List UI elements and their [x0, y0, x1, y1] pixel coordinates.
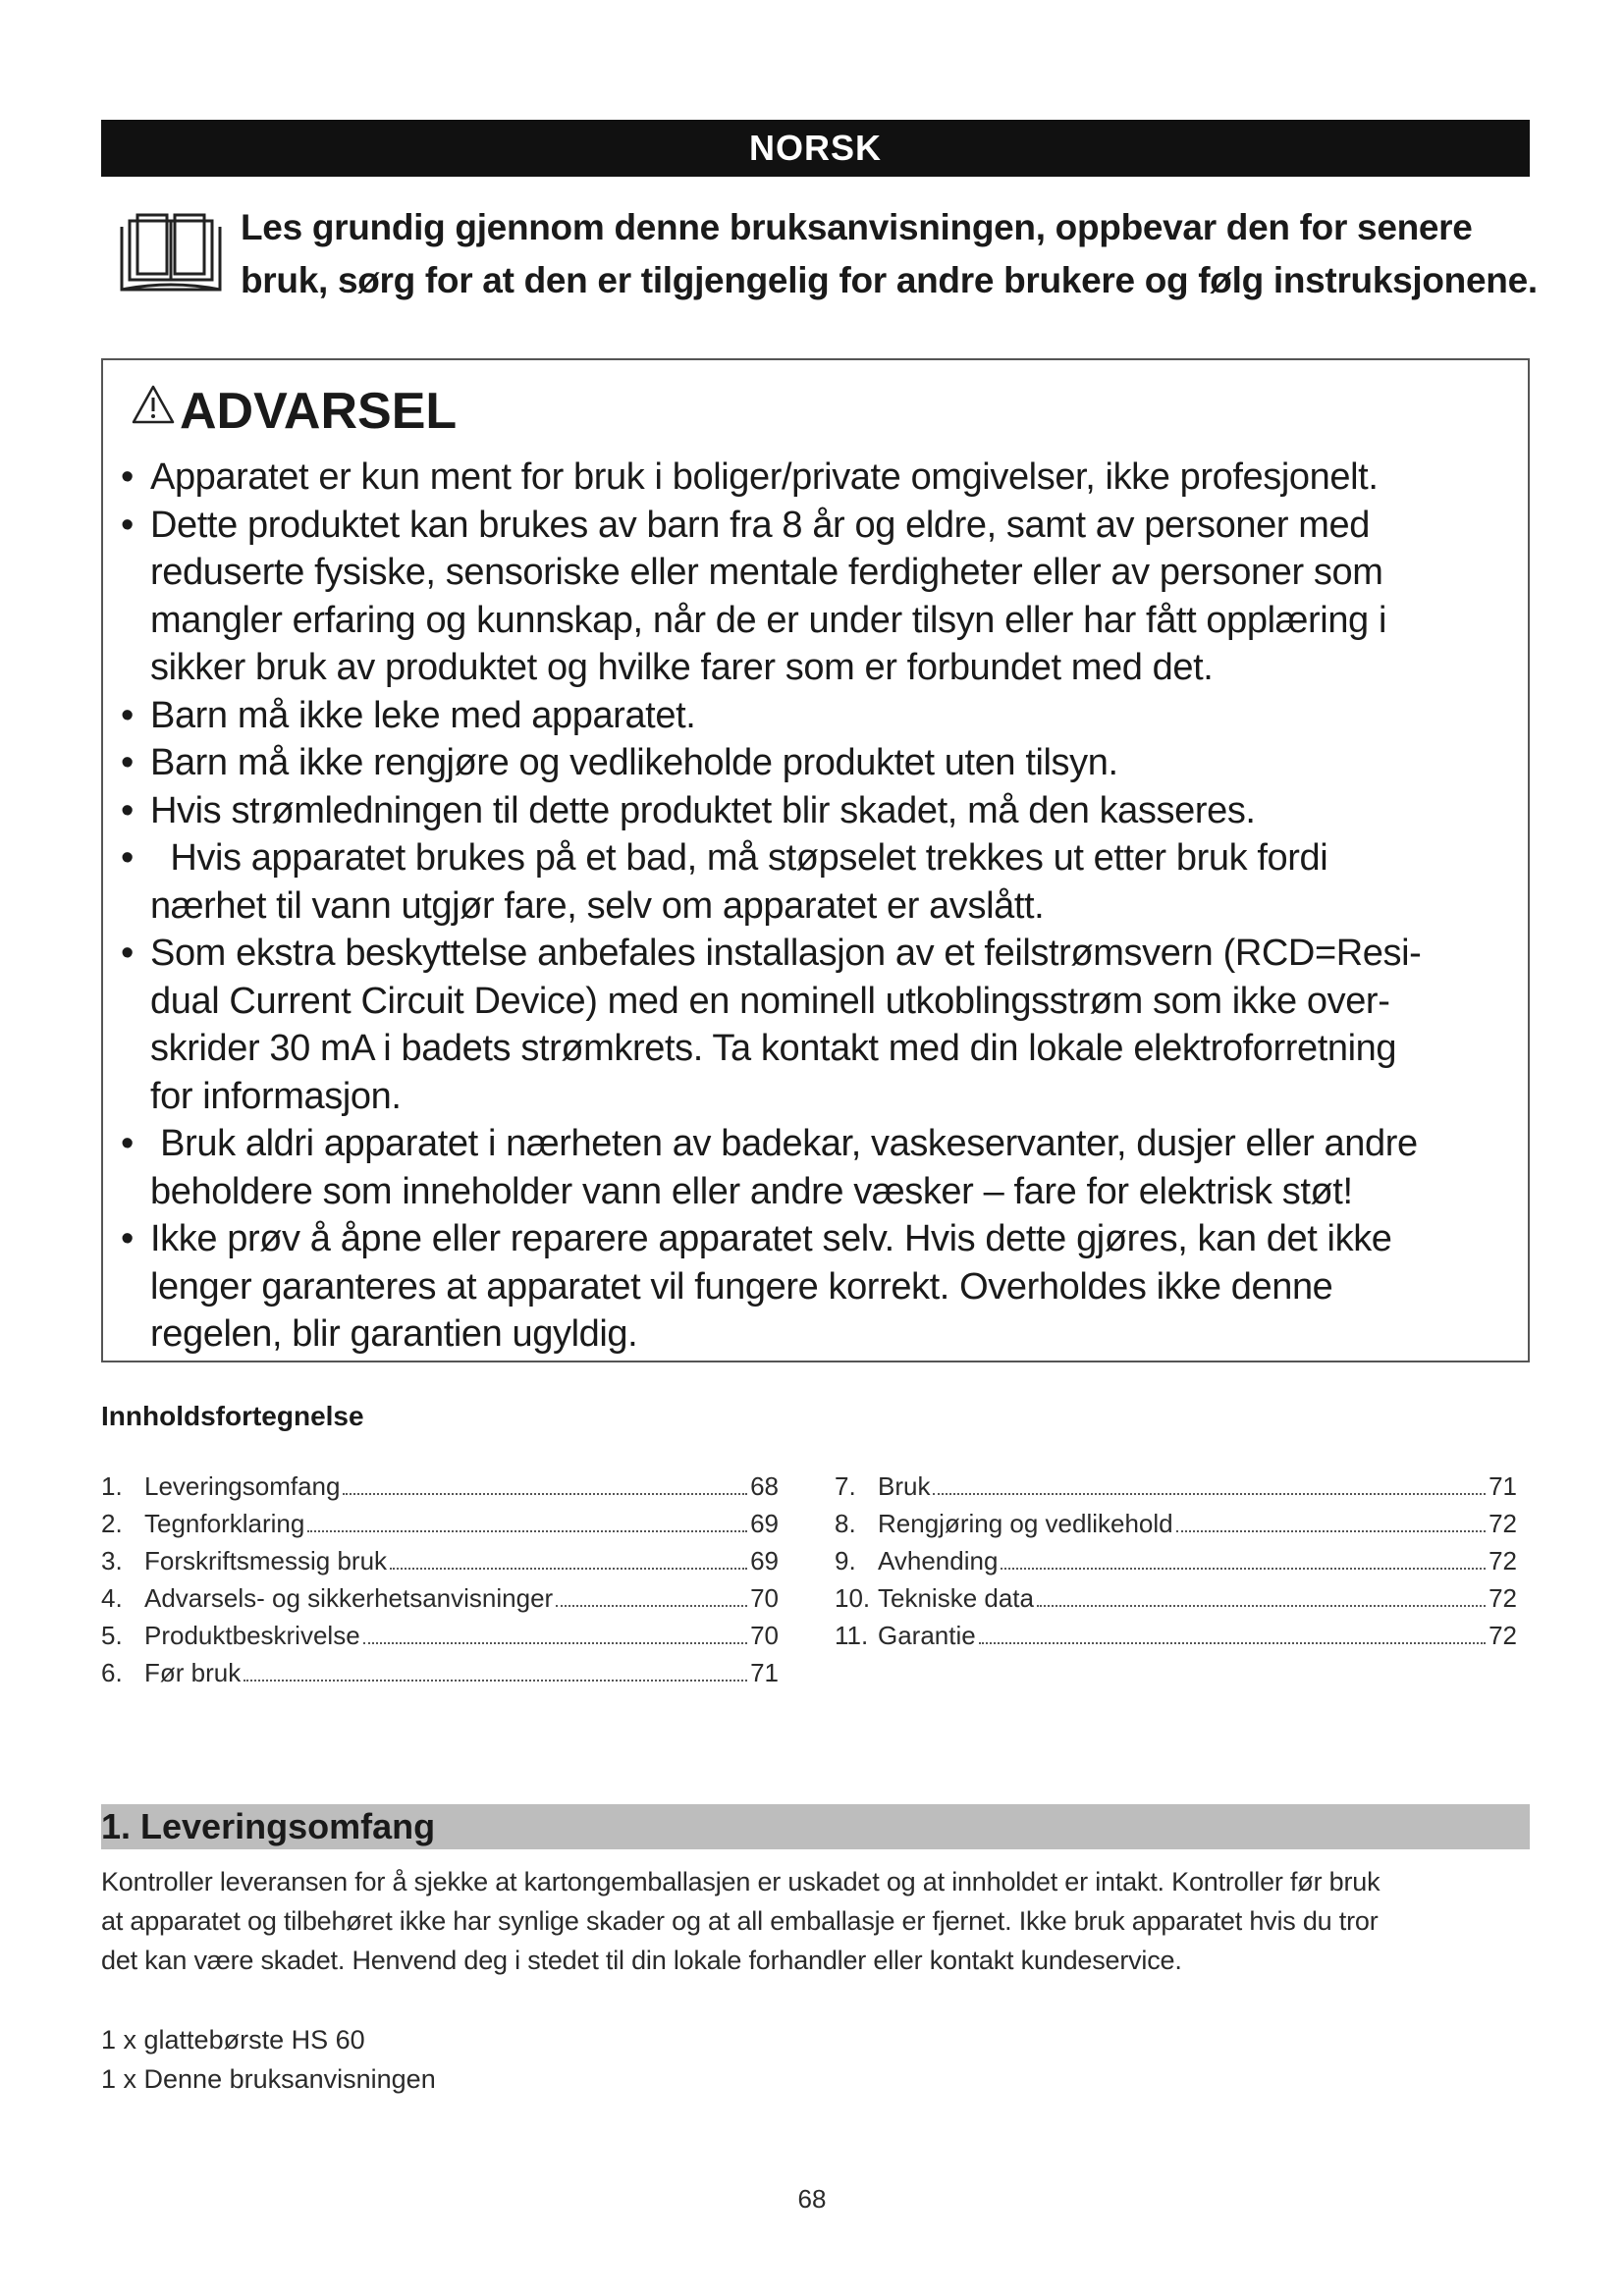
toc-leader — [933, 1493, 1486, 1495]
bullet-icon: • — [121, 742, 134, 783]
toc-entry — [101, 1654, 779, 1691]
toc-number: 2. — [101, 1509, 123, 1538]
toc-page: 70 — [750, 1621, 779, 1650]
toc-column-right — [835, 1468, 1517, 1654]
toc-label: Garantie — [878, 1621, 976, 1650]
toc-leader — [244, 1680, 747, 1682]
warning-line: Bruk aldri apparatet i nærheten av badekar, vaskeservanter, dusjer eller andre — [150, 1123, 1418, 1164]
toc-entry — [101, 1468, 779, 1505]
paragraph-line: at apparatet og tilbehøret ikke har synlige skader og at all emballasje er fjernet. Ikke bruk apparatet hvis du tror — [101, 1906, 1379, 1936]
toc-leader — [979, 1642, 1486, 1644]
warning-line: mangler erfaring og kunnskap, når de er under tilsyn eller har fått opplæring i — [150, 599, 1386, 641]
warning-item — [103, 787, 1566, 835]
language-header: NORSK — [101, 120, 1530, 177]
bullet-icon: • — [121, 1123, 134, 1164]
toc-entry — [835, 1579, 1517, 1617]
warning-item — [103, 692, 1566, 740]
toc-number: 8. — [835, 1509, 856, 1538]
warning-line: dual Current Circuit Device) med en nominell utkoblingsstrøm som ikke over- — [150, 980, 1390, 1022]
toc-label: Avhending — [878, 1546, 999, 1575]
toc-page: 72 — [1489, 1583, 1517, 1613]
toc-label: Bruk — [878, 1471, 931, 1501]
bullet-icon: • — [121, 837, 134, 879]
toc-entry — [101, 1505, 779, 1542]
toc-number: 6. — [101, 1658, 123, 1687]
toc-leader — [1176, 1530, 1486, 1532]
intro-line: Les grundig gjennom denne bruksanvisningen, oppbevar den for senere — [241, 207, 1473, 247]
warning-triangle-icon — [131, 384, 176, 425]
bullet-icon: • — [121, 933, 134, 974]
intro-notice — [118, 201, 1571, 309]
warning-line: Barn må ikke leke med apparatet. — [150, 694, 696, 736]
toc-label: Tekniske data — [878, 1583, 1034, 1613]
toc-page: 72 — [1489, 1621, 1517, 1650]
toc-title: Innholdsfortegnelse — [101, 1401, 364, 1431]
toc-number: 5. — [101, 1621, 123, 1650]
toc-page: 72 — [1489, 1546, 1517, 1575]
bullet-icon: • — [121, 456, 134, 498]
toc-number: 10. — [835, 1583, 871, 1613]
intro-text — [241, 201, 1576, 307]
warning-item — [103, 739, 1566, 787]
toc-label: Forskriftsmessig bruk — [144, 1546, 388, 1575]
page-number: 68 — [797, 2184, 827, 2214]
toc-leader — [1037, 1605, 1486, 1607]
paragraph-line: Kontroller leveransen for å sjekke at kartongemballasjen er uskadet og at innholdet er intakt. Kontroller før bruk — [101, 1867, 1380, 1896]
toc-entry — [101, 1542, 779, 1579]
toc-page: 72 — [1489, 1509, 1517, 1538]
warning-line: nærhet til vann utgjør fare, selv om apparatet er avslått. — [150, 884, 1045, 927]
toc-number: 7. — [835, 1471, 856, 1501]
toc-number: 11. — [835, 1621, 869, 1650]
toc-number: 1. — [101, 1471, 123, 1501]
warning-line: Hvis apparatet brukes på et bad, må støpselet trekkes ut etter bruk fordi — [150, 837, 1328, 879]
toc-label: Tegnforklaring — [144, 1509, 305, 1538]
toc-page: 71 — [750, 1658, 779, 1687]
warning-line: Ikke prøv å åpne eller reparere apparatet selv. Hvis dette gjøres, kan det ikke — [150, 1218, 1392, 1259]
toc-label: Før bruk — [144, 1658, 242, 1687]
toc-entry — [835, 1505, 1517, 1542]
intro-line: bruk, sørg for at den er tilgjengelig for andre brukere og følg instruksjonene. — [241, 260, 1538, 300]
toc-page: 69 — [750, 1509, 779, 1538]
warning-item — [103, 1215, 1566, 1359]
toc-leader — [390, 1568, 747, 1570]
warning-line: Barn må ikke rengjøre og vedlikeholde produktet uten tilsyn. — [150, 742, 1118, 783]
toc-label: Leveringsomfang — [144, 1471, 341, 1501]
toc-entry — [835, 1542, 1517, 1579]
warning-line: Hvis strømledningen til dette produktet blir skadet, må den kasseres. — [150, 789, 1256, 831]
warning-line: for informasjon. — [150, 1075, 402, 1117]
bullet-icon: • — [121, 789, 134, 831]
toc-number: 3. — [101, 1546, 123, 1575]
toc-page: 69 — [750, 1546, 779, 1575]
toc-number: 4. — [101, 1583, 123, 1613]
toc-label: Advarsels- og sikkerhetsanvisninger — [144, 1583, 554, 1613]
toc-page: 70 — [750, 1583, 779, 1613]
delivery-item: 1 x Denne bruksanvisningen — [101, 2064, 436, 2094]
warning-line: Som ekstra beskyttelse anbefales installasjon av et feilstrømsvern (RCD=Resi- — [150, 933, 1422, 974]
warning-title: ADVARSEL — [180, 383, 458, 440]
warning-line: Dette produktet kan brukes av barn fra 8 år og eldre, samt av personer med — [150, 504, 1370, 546]
warning-item — [103, 930, 1566, 1120]
toc-leader — [343, 1493, 747, 1495]
warning-line: lenger garanteres at apparatet vil fungere korrekt. Overholdes ikke denne — [150, 1265, 1333, 1308]
warning-item — [103, 1120, 1566, 1215]
delivery-item: 1 x glattebørste HS 60 — [101, 2025, 365, 2055]
toc-leader — [307, 1530, 747, 1532]
warning-line: sikker bruk av produktet og hvilke farer som er forbundet med det. — [150, 647, 1214, 688]
warning-item — [103, 454, 1566, 502]
paragraph-line: det kan være skadet. Henvend deg i stedet til din lokale forhandler eller kontakt kundeservice. — [101, 1946, 1182, 1975]
toc-entry — [101, 1617, 779, 1654]
toc-leader — [363, 1642, 747, 1644]
section-title: 1. Leveringsomfang — [101, 1806, 436, 1846]
warning-list — [103, 454, 1566, 1359]
warning-line: beholdere som inneholder vann eller andre væsker – fare for elektrisk støt! — [150, 1170, 1353, 1212]
toc-entry — [101, 1579, 779, 1617]
toc-leader — [556, 1605, 747, 1607]
toc-leader — [1001, 1568, 1486, 1570]
toc-column-left — [101, 1468, 779, 1691]
warning-line: Apparatet er kun ment for bruk i boliger/private omgivelser, ikke profesjonelt. — [150, 456, 1379, 498]
section-paragraph — [101, 1862, 1544, 1980]
toc-page: 68 — [750, 1471, 779, 1501]
warning-item — [103, 502, 1566, 692]
warning-line: regelen, blir garantien ugyldig. — [150, 1313, 638, 1355]
warning-line: skrider 30 mA i badets strømkrets. Ta kontakt med din lokale elektroforretning — [150, 1028, 1397, 1069]
section-heading — [101, 1804, 1530, 1849]
bullet-icon: • — [121, 694, 134, 736]
toc-number: 9. — [835, 1546, 856, 1575]
toc-entry — [835, 1617, 1517, 1654]
delivery-items — [101, 2020, 436, 2099]
warning-item — [103, 834, 1566, 930]
warning-line: reduserte fysiske, sensoriske eller mentale ferdigheter eller av personer som — [150, 552, 1383, 593]
toc-label: Rengjøring og vedlikehold — [878, 1509, 1173, 1538]
bullet-icon: • — [121, 504, 134, 546]
warning-box — [101, 358, 1530, 1362]
toc-page: 71 — [1489, 1471, 1517, 1501]
toc-entry — [835, 1468, 1517, 1505]
bullet-icon: • — [121, 1218, 134, 1259]
toc-label: Produktbeskrivelse — [144, 1621, 360, 1650]
book-icon — [118, 211, 224, 295]
